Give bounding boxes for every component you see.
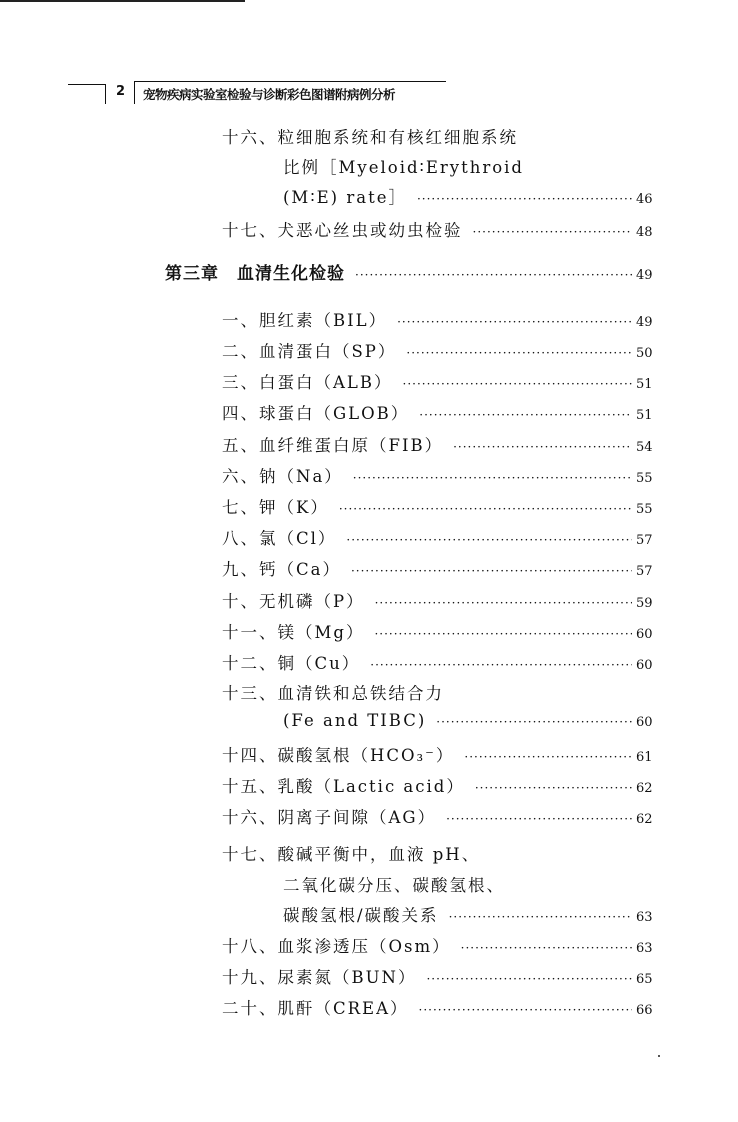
- entry-title: 十六、阴离子间隙（AG）: [222, 808, 437, 827]
- entry-page-number: 54: [636, 440, 653, 455]
- entry-page-number: 55: [636, 502, 653, 517]
- toc-entry: [222, 338, 652, 362]
- header-divider: [134, 82, 135, 104]
- entry-page-number: 60: [636, 627, 653, 642]
- entry-title: 十五、乳酸（Lactic acid）: [222, 777, 465, 796]
- entry-title: (Fe and TIBC): [283, 711, 427, 730]
- dot-leader: [346, 533, 632, 547]
- page-number: 2: [116, 84, 126, 99]
- dot-leader: [406, 346, 632, 360]
- entry-page-number: 62: [636, 812, 653, 827]
- toc-entry: [222, 680, 444, 704]
- entry-title: 十四、碳酸氢根（HCO₃⁻）: [222, 746, 455, 765]
- dot-leader: [419, 1003, 632, 1017]
- entry-title: 二、血清蛋白（SP）: [222, 342, 397, 361]
- toc-entry: [222, 742, 652, 766]
- entry-page-number: 59: [636, 596, 653, 611]
- chapter-entry: [165, 259, 652, 284]
- entry-title: 十九、尿素氮（BUN）: [222, 968, 417, 987]
- dot-leader: [417, 192, 632, 206]
- entry-title: 比例［Myeloid∶Erythroid: [283, 158, 524, 177]
- dot-leader: [446, 812, 632, 826]
- toc-entry: [222, 964, 652, 988]
- entry-page-number: 51: [636, 377, 653, 392]
- entry-title: 三、白蛋白（ALB）: [222, 373, 393, 392]
- toc-entry: [222, 124, 518, 148]
- entry-page-number: 57: [636, 564, 653, 579]
- dot-leader: [419, 408, 632, 422]
- dot-leader: [436, 715, 632, 729]
- scan-edge-line: [0, 0, 245, 2]
- toc-entry: [222, 933, 652, 957]
- scan-speck: [658, 1055, 660, 1057]
- entry-page-number: 66: [636, 1003, 653, 1018]
- dot-leader: [370, 658, 632, 672]
- toc-entry: [222, 494, 652, 518]
- toc-entry: [222, 525, 652, 549]
- running-title: 宠物疾病实验室检验与诊断彩色图谱附病例分析: [143, 87, 396, 102]
- toc-entry: [222, 463, 652, 487]
- toc-entry: [283, 711, 652, 730]
- toc-entry: [222, 369, 652, 393]
- toc-entry: [222, 556, 652, 580]
- entry-page-number: 49: [636, 268, 653, 283]
- dot-leader: [374, 627, 632, 641]
- entry-title: 六、钠（Na）: [222, 467, 343, 486]
- toc-entry: [283, 902, 652, 926]
- dot-leader: [449, 910, 632, 924]
- dot-leader: [355, 268, 632, 282]
- entry-title: 十、无机磷（P）: [222, 592, 365, 611]
- header-rule: [134, 81, 446, 82]
- dot-leader: [353, 471, 632, 485]
- dot-leader: [464, 750, 632, 764]
- entry-title: 第三章 血清生化检验: [165, 264, 345, 284]
- entry-title: 十七、酸碱平衡中，血液 pH、: [222, 845, 481, 864]
- dot-leader: [351, 564, 632, 578]
- toc-entry: [283, 154, 524, 178]
- entry-title: 四、球蛋白（GLOB）: [222, 404, 410, 423]
- toc-entry: [283, 184, 652, 208]
- entry-title: 十八、血浆渗透压（Osm）: [222, 937, 451, 956]
- entry-page-number: 60: [636, 715, 653, 730]
- toc-entry: [222, 400, 652, 424]
- entry-page-number: 61: [636, 750, 653, 765]
- entry-page-number: 51: [636, 408, 653, 423]
- entry-page-number: 50: [636, 346, 653, 361]
- entry-page-number: 46: [636, 192, 653, 207]
- entry-title: 二氧化碳分压、碳酸氢根、: [283, 876, 505, 895]
- dot-leader: [397, 315, 632, 329]
- toc-entry: [222, 619, 652, 643]
- entry-title: 二十、肌酐（CREA）: [222, 999, 409, 1018]
- header-rule: [68, 84, 105, 85]
- dot-leader: [339, 502, 632, 516]
- toc-entry: [222, 432, 652, 456]
- entry-page-number: 62: [636, 781, 653, 796]
- entry-title: 十一、镁（Mg）: [222, 623, 365, 642]
- dot-leader: [403, 377, 633, 391]
- entry-page-number: 63: [636, 910, 653, 925]
- dot-leader: [475, 781, 632, 795]
- toc-entry: [283, 872, 505, 896]
- toc-entry: [222, 588, 652, 612]
- entry-title: 十二、铜（Cu）: [222, 654, 361, 673]
- entry-page-number: 60: [636, 658, 653, 673]
- entry-title: 八、氯（Cl）: [222, 529, 337, 548]
- toc-entry: [222, 217, 652, 241]
- dot-leader: [453, 440, 632, 454]
- entry-title: 九、钙（Ca）: [222, 560, 341, 579]
- entry-title: 碳酸氢根/碳酸关系: [283, 906, 439, 925]
- entry-title: 七、钾（K）: [222, 498, 329, 517]
- entry-title: 十三、血清铁和总铁结合力: [222, 684, 444, 703]
- entry-page-number: 63: [636, 941, 653, 956]
- entry-title: 十六、粒细胞系统和有核红细胞系统: [222, 128, 518, 147]
- dot-leader: [461, 941, 632, 955]
- entry-title: (M∶E) rate］: [283, 188, 407, 207]
- toc-entry: [222, 804, 652, 828]
- entry-title: 十七、犬恶心丝虫或幼虫检验: [222, 221, 463, 240]
- entry-page-number: 48: [636, 225, 653, 240]
- toc-entry: [222, 773, 652, 797]
- header-divider: [105, 84, 106, 104]
- dot-leader: [375, 596, 632, 610]
- toc-entry: [222, 650, 652, 674]
- toc-entry: [222, 995, 652, 1019]
- entry-title: 五、血纤维蛋白原（FIB）: [222, 436, 444, 455]
- entry-page-number: 49: [636, 315, 653, 330]
- entry-page-number: 57: [636, 533, 653, 548]
- entry-title: 一、胆红素（BIL）: [222, 311, 388, 330]
- toc-entry: [222, 841, 480, 865]
- entry-page-number: 65: [636, 972, 653, 987]
- entry-page-number: 55: [636, 471, 653, 486]
- dot-leader: [473, 225, 633, 239]
- toc-entry: [222, 307, 652, 331]
- dot-leader: [426, 972, 632, 986]
